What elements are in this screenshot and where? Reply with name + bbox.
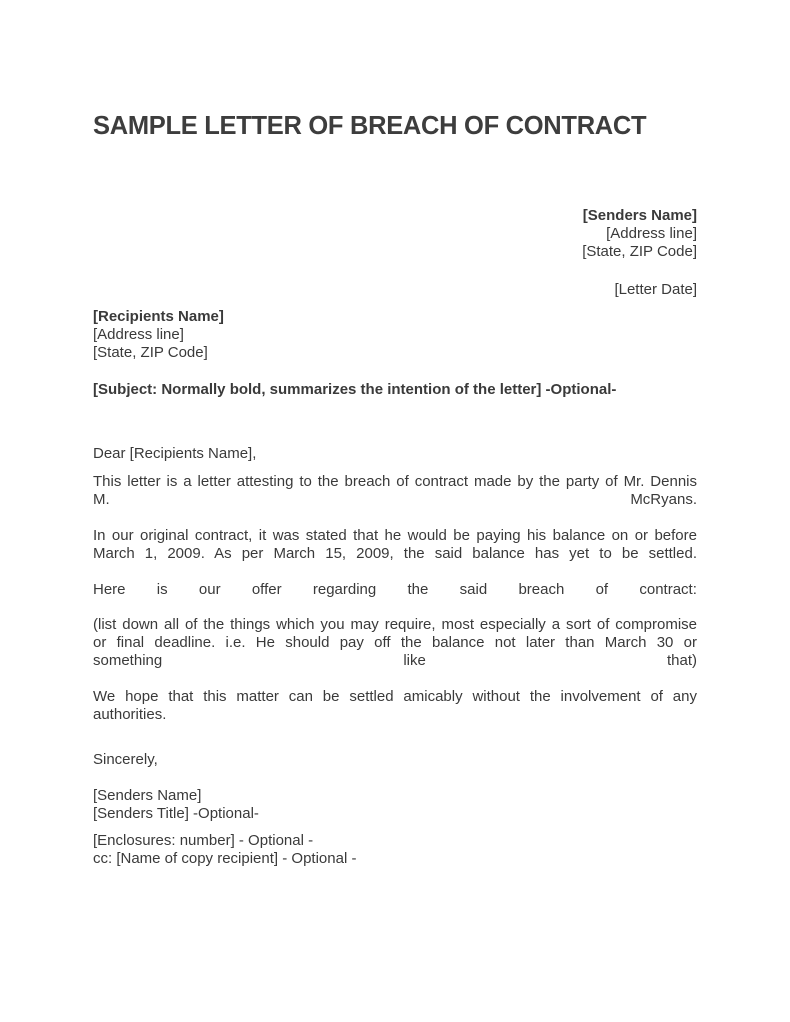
paragraph-2-line-2	[93, 545, 697, 563]
cc-line: cc: [Name of copy recipient] - Optional -	[93, 850, 357, 867]
paragraph-4-line-1	[93, 616, 697, 634]
paragraph-text: (list down all of the things which you may require, most especially a sort of compromise	[93, 616, 697, 633]
word: said	[459, 581, 488, 598]
paragraph-5-line-1	[93, 688, 697, 706]
sender-name: [Senders Name]	[582, 207, 697, 224]
paragraph-4-line-3	[93, 652, 697, 670]
salutation: Dear [Recipients Name],	[93, 445, 257, 462]
word: of	[595, 581, 609, 598]
paragraph-3	[93, 581, 697, 599]
paragraph-text: McRyans.	[630, 491, 697, 508]
paragraph-text: M.	[93, 491, 110, 508]
signature-title: [Senders Title] -Optional-	[93, 805, 259, 822]
paragraph-1-line-2	[93, 491, 697, 509]
sender-state-zip: [State, ZIP Code]	[582, 243, 697, 260]
word: that)	[666, 652, 697, 669]
word: regarding	[312, 581, 377, 598]
paragraph-4-line-2	[93, 634, 697, 652]
paragraph-text: We hope that this matter can be settled amicably without the involvement of any	[93, 688, 697, 705]
subject-line: [Subject: Normally bold, summarizes the intention of the letter] -Optional-	[93, 381, 617, 398]
signature-name: [Senders Name]	[93, 787, 202, 804]
word: the	[407, 581, 429, 598]
word: contract:	[639, 581, 697, 598]
letter-date: [Letter Date]	[614, 281, 697, 298]
word: breach	[518, 581, 565, 598]
word: offer	[251, 581, 282, 598]
paragraph-5-line-2: authorities.	[93, 706, 167, 723]
document-title: SAMPLE LETTER OF BREACH OF CONTRACT	[93, 112, 647, 140]
paragraph-text: or final deadline. i.e. He should pay off the balance not later than March 30 or	[93, 634, 697, 651]
word: our	[198, 581, 221, 598]
paragraph-2-line-1	[93, 527, 697, 545]
word: Here	[93, 581, 126, 598]
paragraph-text: This letter is a letter attesting to the breach of contract made by the party of Mr. Dennis	[93, 473, 697, 490]
word: something	[93, 652, 163, 669]
paragraph-1-line-1	[93, 473, 697, 491]
paragraph-text: March 1, 2009. As per March 15, 2009, the said balance has yet to be settled.	[93, 545, 697, 562]
recipient-name: [Recipients Name]	[93, 308, 224, 325]
enclosures-line: [Enclosures: number] - Optional -	[93, 832, 314, 849]
closing: Sincerely,	[93, 751, 158, 768]
paragraph-text: In our original contract, it was stated that he would be paying his balance on or before	[93, 527, 697, 544]
word: is	[156, 581, 168, 598]
word: like	[403, 652, 426, 669]
recipient-address: [Address line]	[93, 326, 184, 343]
recipient-state-zip: [State, ZIP Code]	[93, 344, 208, 361]
sender-address: [Address line]	[606, 225, 697, 242]
